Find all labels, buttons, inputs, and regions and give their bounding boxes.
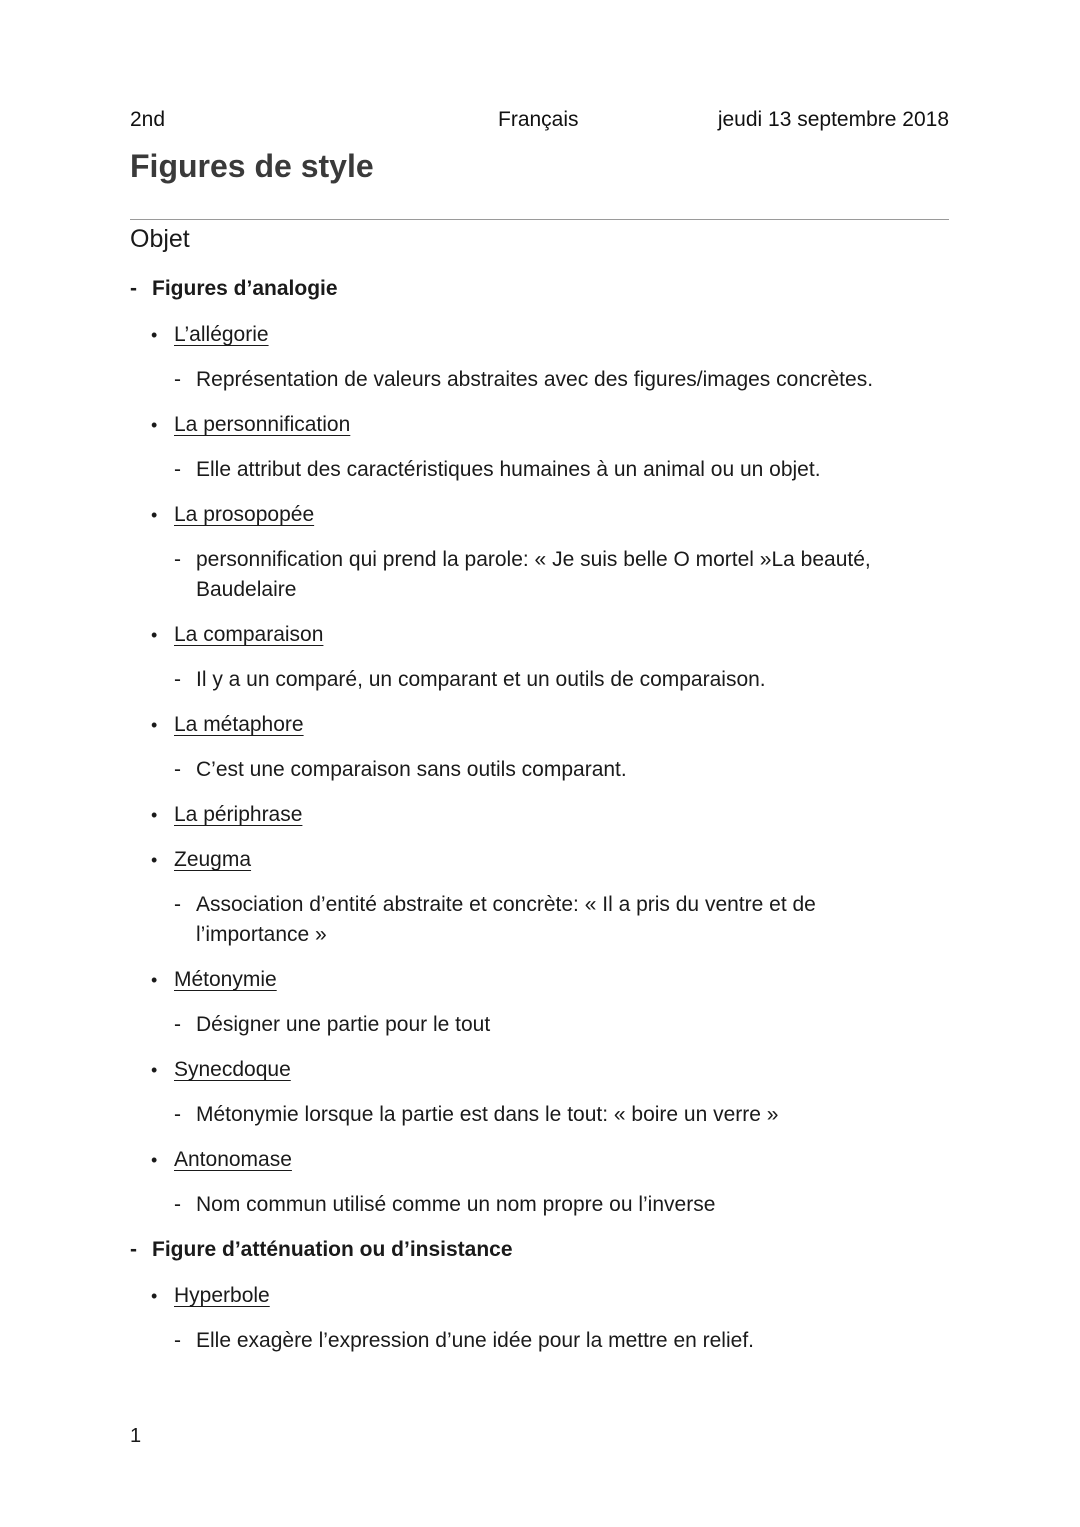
bullet-icon: • [151,625,158,645]
header-subject: Français [498,108,579,131]
bullet-icon: • [151,1060,158,1080]
dash-marker: - [174,668,181,691]
bullet-icon: • [151,805,158,825]
dash-marker: - [130,277,137,300]
figure-label: Métonymie [174,968,277,991]
dash-marker: - [174,1193,181,1216]
figure-item [0,710,1080,740]
figure-description-text: Elle attribut des caractéristiques humaines à un animal ou un objet. [196,458,821,481]
page-title: Figures de style [130,148,374,184]
figure-description-text: Il y a un comparé, un comparant et un outils de comparaison. [196,668,766,691]
bullet-icon: • [151,1286,158,1306]
figure-description-text: Désigner une partie pour le tout [196,1013,491,1036]
figure-item [0,620,1080,650]
figure-description [0,890,1080,950]
group-heading [0,274,1080,304]
figure-item [0,1055,1080,1085]
dash-marker: - [174,893,181,916]
group-heading-text: Figure d’atténuation ou d’insistance [152,1238,513,1261]
title-divider [130,219,949,220]
dash-marker: - [174,1013,181,1036]
figure-description-text: Métonymie lorsque la partie est dans le tout: « boire un verre » [196,1103,779,1126]
figure-description [0,755,1080,785]
figure-description [0,455,1080,485]
figure-label: La personnification [174,413,351,436]
figure-description [0,365,1080,395]
figure-description-text: C’est une comparaison sans outils comparant. [196,758,627,781]
outline-content [0,272,1080,1371]
figure-description [0,665,1080,695]
figure-description [0,1100,1080,1130]
header-class-level: 2nd [130,108,166,131]
figure-label: Zeugma [174,848,252,871]
figure-item [0,500,1080,530]
figure-description-text: Association d’entité abstraite et concrète: « Il a pris du ventre et de l’importance » [196,893,816,946]
page-number: 1 [130,1425,142,1447]
figure-label: La prosopopée [174,503,315,526]
figure-item [0,800,1080,830]
section-heading: Objet [130,225,190,253]
figure-item [0,1145,1080,1175]
figure-label: Hyperbole [174,1284,270,1307]
figure-description [0,1010,1080,1040]
figure-label: L’allégorie [174,323,269,346]
dash-marker: - [130,1238,137,1261]
dash-marker: - [174,758,181,781]
figure-description [0,1190,1080,1220]
figure-item [0,1281,1080,1311]
figure-label: Antonomase [174,1148,292,1171]
bullet-icon: • [151,850,158,870]
group-heading-text: Figures d’analogie [152,277,338,300]
figure-item [0,410,1080,440]
dash-marker: - [174,548,181,571]
bullet-icon: • [151,1150,158,1170]
bullet-icon: • [151,505,158,525]
bullet-icon: • [151,970,158,990]
bullet-icon: • [151,415,158,435]
figure-description-text: personnification qui prend la parole: « Je suis belle O mortel »La beauté, Baudelaire [196,548,871,601]
bullet-icon: • [151,325,158,345]
figure-description-text: Elle exagère l’expression d’une idée pour la mettre en relief. [196,1329,754,1352]
figure-label: Synecdoque [174,1058,291,1081]
dash-marker: - [174,368,181,391]
header-date: jeudi 13 septembre 2018 [717,108,949,131]
figure-description [0,1326,1080,1356]
figure-item [0,965,1080,995]
figure-description-text: Nom commun utilisé comme un nom propre ou l’inverse [196,1193,716,1216]
dash-marker: - [174,1103,181,1126]
figure-label: La métaphore [174,713,304,736]
figure-label: La périphrase [174,803,303,826]
dash-marker: - [174,1329,181,1352]
group-heading [0,1235,1080,1265]
figure-label: La comparaison [174,623,324,646]
bullet-icon: • [151,715,158,735]
figure-item [0,845,1080,875]
figure-item [0,320,1080,350]
figure-description-text: Représentation de valeurs abstraites avec des figures/images concrètes. [196,368,874,391]
dash-marker: - [174,458,181,481]
figure-description [0,545,1080,605]
